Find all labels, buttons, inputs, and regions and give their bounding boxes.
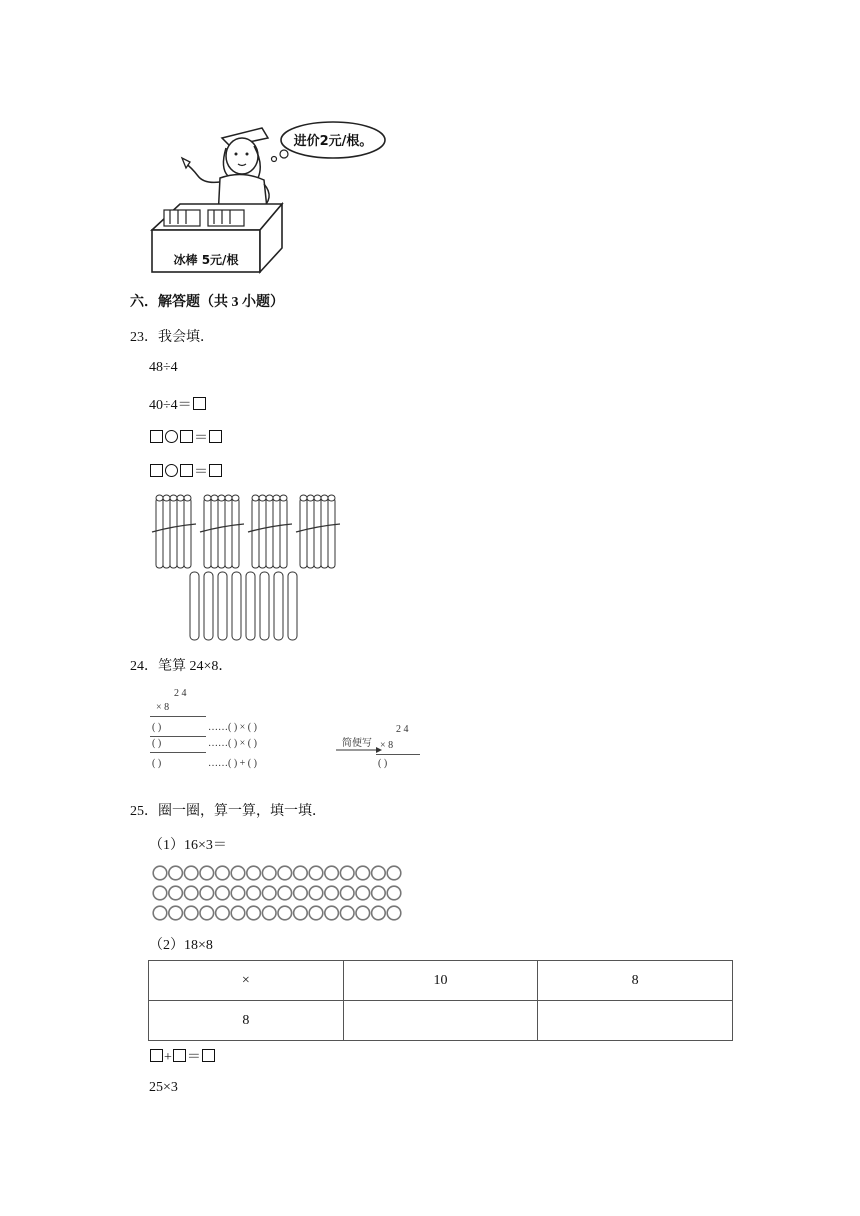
- plus-sign: +: [164, 1050, 172, 1065]
- vertical-calculation-figure: [150, 686, 420, 778]
- counting-circle: [262, 886, 276, 900]
- stand-label: 冰棒 5元/根: [173, 253, 239, 267]
- stick-bundle: [200, 495, 244, 568]
- counting-circle: [169, 906, 183, 920]
- q25-part2: （2）18×8: [149, 938, 213, 953]
- counting-circle: [216, 866, 230, 880]
- calc-right-top: 2 4: [396, 724, 409, 735]
- calc-top-number: 2 4: [174, 688, 187, 699]
- calc-line: [376, 754, 420, 755]
- counting-circle: [309, 866, 323, 880]
- q25-heading: 25．圈一圈，算一算，填一填．: [130, 804, 326, 819]
- q23-line2: [149, 394, 207, 414]
- operator-circle[interactable]: [165, 430, 178, 443]
- counting-circle: [262, 906, 276, 920]
- counting-circle: [231, 886, 245, 900]
- loose-stick: [232, 572, 241, 640]
- q24-heading: 24．笔算 24×8．: [130, 659, 233, 674]
- counting-circle: [294, 886, 308, 900]
- counting-circle: [153, 886, 167, 900]
- stick-bundle: [152, 495, 196, 568]
- counting-circle: [294, 866, 308, 880]
- calc-row3-mid: ……( ) + ( ): [208, 758, 257, 769]
- stick-bundle: [296, 495, 340, 568]
- counting-circle: [247, 886, 261, 900]
- answer-box[interactable]: [180, 430, 193, 443]
- counting-circle: [247, 866, 261, 880]
- counting-circle: [262, 866, 276, 880]
- answer-box[interactable]: [193, 397, 206, 410]
- calc-row3-left: ( ): [152, 758, 162, 769]
- counting-circle: [278, 866, 292, 880]
- q23-line1: 48÷4: [149, 360, 178, 375]
- table-cell: 8: [538, 961, 733, 1001]
- calc-row2-left: ( ): [152, 738, 162, 749]
- stick-bundle: [248, 495, 292, 568]
- answer-box[interactable]: [150, 430, 163, 443]
- answer-box[interactable]: [150, 1049, 163, 1062]
- calc-line: [150, 716, 206, 717]
- counting-circle: [325, 906, 339, 920]
- calc-line: [150, 752, 206, 753]
- table-row: [149, 961, 733, 1001]
- calc-row1-left: ( ): [152, 722, 162, 733]
- table-answer-cell[interactable]: [538, 1001, 733, 1041]
- counting-circle: [231, 866, 245, 880]
- counting-circle: [216, 906, 230, 920]
- multiplication-table: [148, 960, 733, 1041]
- counting-circle: [325, 866, 339, 880]
- counting-circle: [309, 906, 323, 920]
- counting-circle: [184, 906, 198, 920]
- counting-circle: [153, 906, 167, 920]
- counting-circle: [340, 886, 354, 900]
- table-cell: 8: [149, 1001, 344, 1041]
- counting-circle: [387, 906, 401, 920]
- arrow-label: 简便写: [342, 738, 372, 749]
- q23-line2-text: 40÷4＝: [149, 398, 192, 413]
- answer-box[interactable]: [173, 1049, 186, 1062]
- loose-stick: [218, 572, 227, 640]
- counting-circle: [340, 866, 354, 880]
- answer-box[interactable]: [209, 430, 222, 443]
- counting-circle: [247, 906, 261, 920]
- answer-box[interactable]: [150, 464, 163, 477]
- counting-circle: [356, 866, 370, 880]
- calc-multiplier: × 8: [156, 702, 170, 713]
- loose-stick: [274, 572, 283, 640]
- counting-circle: [184, 886, 198, 900]
- counting-circle: [387, 886, 401, 900]
- calc-right-result: ( ): [378, 758, 388, 769]
- counting-circle: [309, 886, 323, 900]
- counting-circle: [356, 886, 370, 900]
- counting-circle: [325, 886, 339, 900]
- ice-cream-seller-illustration: [150, 118, 390, 276]
- table-row: [149, 1001, 733, 1041]
- q25-sum-line: + ＝: [149, 1046, 216, 1066]
- counting-circle: [294, 906, 308, 920]
- loose-stick: [246, 572, 255, 640]
- loose-stick: [190, 572, 199, 640]
- counting-circle: [387, 866, 401, 880]
- calc-right-mult: × 8: [380, 740, 394, 751]
- counting-circle: [169, 866, 183, 880]
- table-cell: 10: [343, 961, 538, 1001]
- sticks-figure: [150, 490, 350, 642]
- counting-circle: [278, 906, 292, 920]
- loose-stick: [288, 572, 297, 640]
- answer-box[interactable]: [202, 1049, 215, 1062]
- counting-circle: [200, 906, 214, 920]
- counting-circle: [278, 886, 292, 900]
- q23-heading: 23．我会填．: [130, 330, 214, 345]
- q23-line4: ＝: [149, 461, 223, 481]
- counting-circle: [340, 906, 354, 920]
- q23-line3: ＝: [149, 427, 223, 447]
- operator-circle[interactable]: [165, 464, 178, 477]
- loose-stick: [204, 572, 213, 640]
- counting-circle: [169, 886, 183, 900]
- counting-circle: [231, 906, 245, 920]
- counting-circle: [372, 866, 386, 880]
- counting-circle: [184, 866, 198, 880]
- q25-last-line: 25×3: [149, 1080, 178, 1095]
- counting-circle: [372, 906, 386, 920]
- circles-figure: [152, 864, 406, 922]
- table-answer-cell[interactable]: [343, 1001, 538, 1041]
- answer-box[interactable]: [180, 464, 193, 477]
- counting-circle: [200, 886, 214, 900]
- counting-circle: [372, 886, 386, 900]
- answer-box[interactable]: [209, 464, 222, 477]
- table-cell: ×: [149, 961, 344, 1001]
- calc-line: [150, 736, 206, 737]
- counting-circle: [216, 886, 230, 900]
- loose-stick: [260, 572, 269, 640]
- calc-row1-mid: ……( ) × ( ): [208, 722, 257, 733]
- arrow-right-icon: [336, 746, 382, 754]
- counting-circle: [153, 866, 167, 880]
- q25-part1: （1）16×3＝: [149, 838, 227, 853]
- section-title: 六．解答题（共 3 小题）: [130, 295, 284, 310]
- counting-circle: [200, 866, 214, 880]
- speech-text: 进价2元/根。: [293, 134, 373, 149]
- counting-circle: [356, 906, 370, 920]
- calc-row2-mid: ……( ) × ( ): [208, 738, 257, 749]
